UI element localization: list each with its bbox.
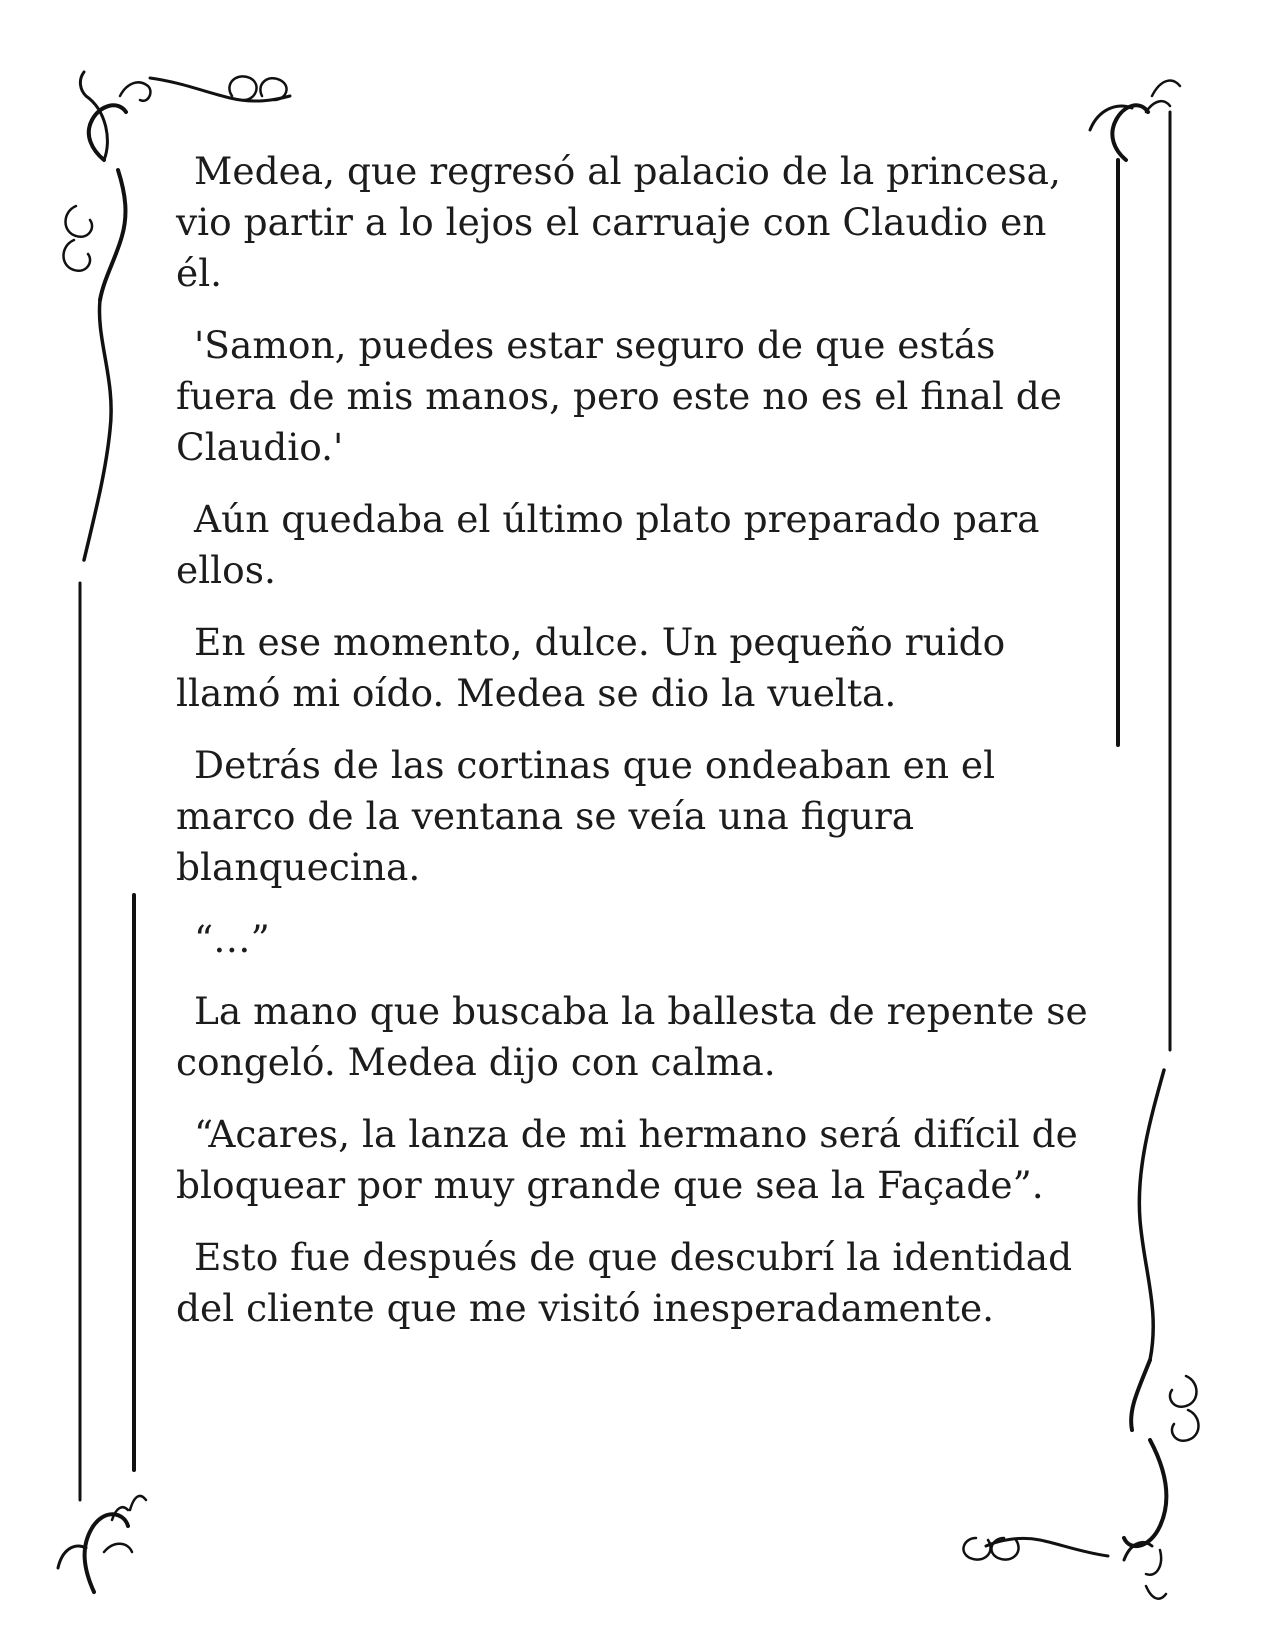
paragraph: Aún quedaba el último plato preparado para ellos.: [176, 497, 1040, 592]
bottom-left-flourish-icon: [58, 1496, 146, 1592]
paragraph: La mano que buscaba la ballesta de repente se congeló. Medea dijo con calma.: [176, 989, 1088, 1084]
paragraph: “…”: [194, 917, 270, 961]
paragraph: En ese momento, dulce. Un pequeño ruido llamó mi oído. Medea se dio la vuelta.: [176, 620, 1006, 715]
paragraph: Esto fue después de que descubrí la identidad del cliente que me visitó inesperadamente.: [176, 1235, 1073, 1330]
paragraph: Detrás de las cortinas que ondeaban en el marco de la ventana se veía una figura blanquecina.: [176, 743, 996, 889]
paragraph: Medea, que regresó al palacio de la princesa, vio partir a lo lejos el carruaje con Claudio en él.: [176, 149, 1061, 295]
paragraph: “Acares, la lanza de mi hermano será difícil de bloquear por muy grande que sea la Façade”.: [176, 1112, 1078, 1207]
paragraph: 'Samon, puedes estar seguro de que estás fuera de mis manos, pero este no es el final de Claudio.': [176, 323, 1062, 469]
top-right-flourish-icon: [1090, 81, 1180, 160]
story-text: [176, 146, 1091, 1355]
